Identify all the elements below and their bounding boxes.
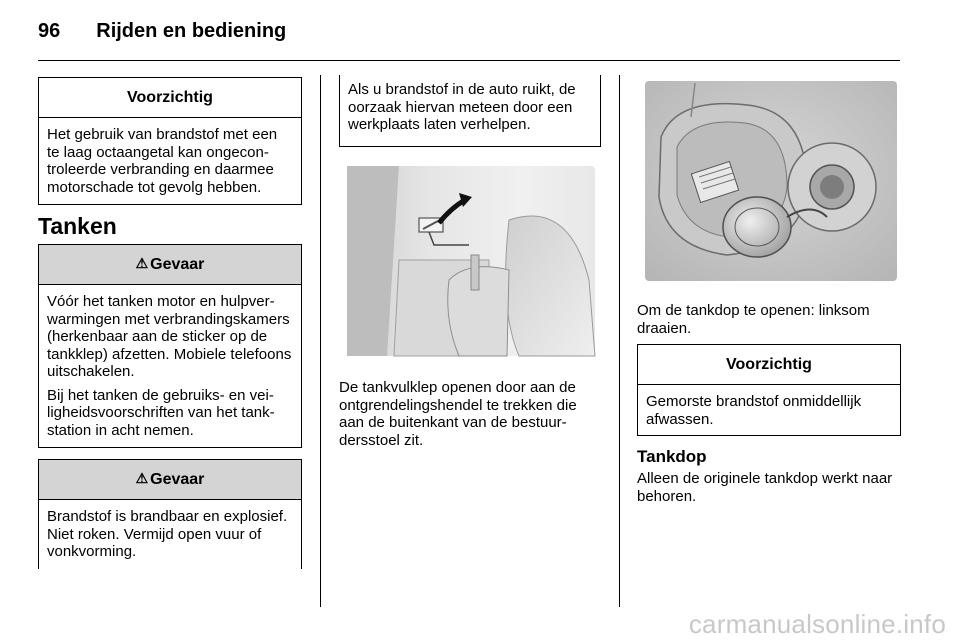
- warning-triangle-icon: ⚠: [135, 470, 149, 486]
- tankdop-text: Alleen de originele tankdop werkt naar behoren.: [637, 470, 893, 505]
- figure-fuel-cap: [637, 77, 901, 285]
- danger-text-2: Bij het tanken de gebruiks- en veiligheidsvoorschriften van het tankstation in acht nemen.: [47, 386, 275, 439]
- figure-release-lever: [339, 160, 601, 360]
- danger-title: Gevaar: [150, 470, 205, 488]
- fuel-cap-illustration: [637, 77, 901, 285]
- figure-caption-release-lever: De tankvulklep openen door aan de ontgrendelingshendel te trekken die aan de buitenkant van de bestuurdersstoel zit.: [339, 379, 577, 449]
- danger-text: Brandstof is brandbaar en explosief. Niet roken. Vermijd open vuur of vonkvorming.: [47, 508, 288, 560]
- caution-title: Voorzichtig: [638, 345, 900, 385]
- header-rule: [38, 60, 900, 61]
- danger-title-bar: [39, 245, 301, 285]
- continued-danger-box: [339, 75, 601, 147]
- column-divider-2: [619, 75, 620, 607]
- danger-text-1: Vóór het tanken motor en hulpverwarmingen met verbrandingskamers (herkenbaar aan de sticker op de tankklep) afzetten. Mobiele telefoons uitschakelen.: [47, 293, 292, 380]
- figure-caption-fuel-cap: Om de tankdop te openen: linksom draaien.: [637, 302, 870, 337]
- release-lever-illustration: [339, 160, 601, 360]
- danger-box-refuelling: [38, 244, 302, 448]
- subheading-tankdop: Tankdop: [637, 447, 707, 466]
- page-title: Rijden en bediening: [96, 20, 287, 42]
- caution-text: Het gebruik van brandstof met een te laag octaangetal kan ongecontroleerde verbranding en daarmee motorschade tot gevolg hebben.: [47, 126, 278, 196]
- page-header: [38, 20, 286, 43]
- danger-box-flammable: [38, 459, 302, 569]
- continued-box-text: Als u brandstof in de auto ruikt, de oorzaak hiervan meteen door een werkplaats laten verhelpen.: [348, 81, 576, 133]
- caution-box-spilled-fuel: [637, 344, 901, 436]
- caution-text: Gemorste brandstof onmiddellijk afwassen.: [646, 393, 862, 428]
- page-number: 96: [38, 20, 61, 42]
- danger-title: Gevaar: [150, 255, 205, 273]
- danger-title-bar: [39, 460, 301, 500]
- column-divider-1: [320, 75, 321, 607]
- caution-title: Voorzichtig: [39, 78, 301, 118]
- section-title-tanken: Tanken: [38, 213, 117, 239]
- warning-triangle-icon: ⚠: [135, 255, 149, 271]
- watermark: carmanualsonline.info: [688, 609, 946, 639]
- caution-box-fuel-octane: [38, 77, 302, 205]
